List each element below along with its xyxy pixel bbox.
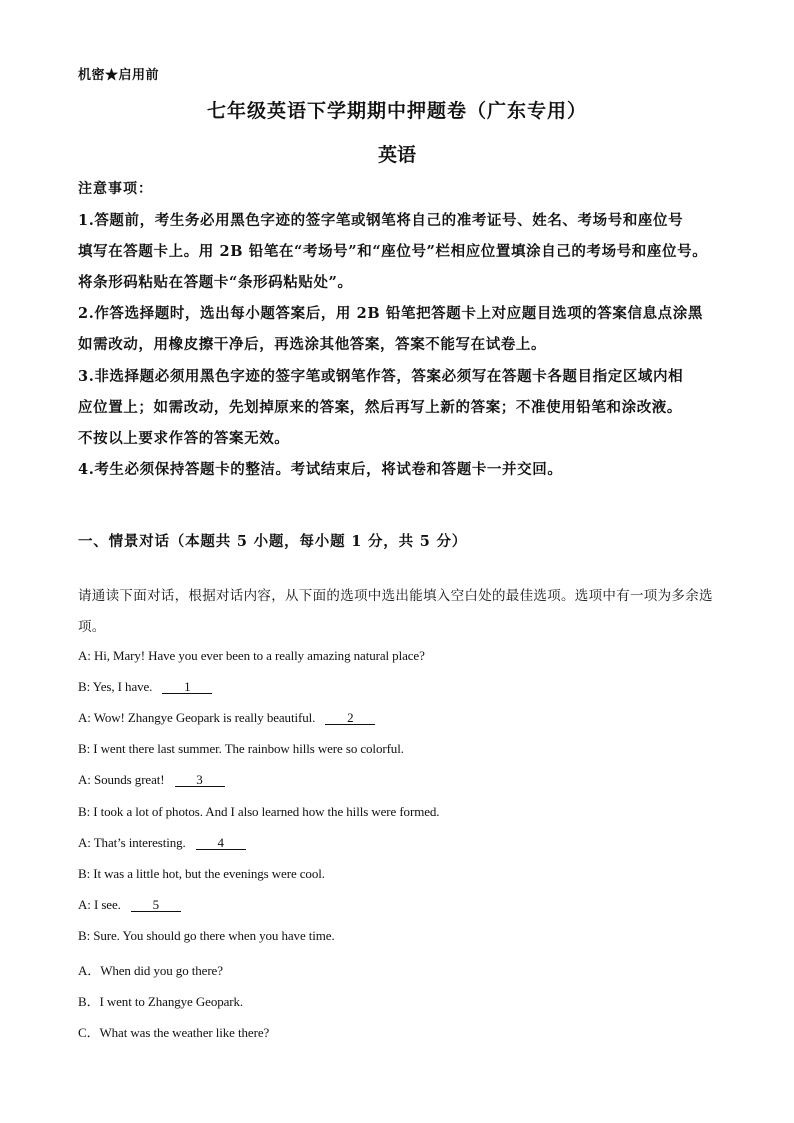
dialogue-line bbox=[78, 648, 728, 664]
exam-title: 七年级英语下学期期中押题卷（广东专用） bbox=[206, 100, 587, 122]
dialogue-line bbox=[78, 928, 728, 944]
dialogue-line bbox=[78, 897, 728, 913]
dialogue-text: A: Hi, Mary! Have you ever been to a really amazing natural place? bbox=[78, 648, 425, 663]
dialogue-text: B: It was a little hot, but the evenings were cool. bbox=[78, 866, 325, 881]
dialogue-line bbox=[78, 772, 728, 788]
option-a: A．When did you go there? bbox=[78, 963, 223, 978]
notice-line: 4.考生必须保持答题卡的整洁。考试结束后，将试卷和答题卡一并交回。 bbox=[78, 461, 563, 478]
dialogue-line bbox=[78, 741, 728, 757]
notice-line: 将条形码粘贴在答题卡“条形码粘贴处”。 bbox=[78, 274, 353, 291]
notice-line: 填写在答题卡上。用 2B 铅笔在“考场号”和“座位号”栏相应位置填涂自己的考场号和座位号。 bbox=[78, 243, 708, 260]
dialogue-text: B: I went there last summer. The rainbow hills were so colorful. bbox=[78, 741, 404, 756]
answer-blank[interactable]: 1 bbox=[162, 680, 212, 694]
notice-line: 应位置上；如需改动，先划掉原来的答案，然后再写上新的答案；不准使用铅笔和涂改液。 bbox=[78, 399, 682, 416]
answer-blank[interactable]: 4 bbox=[196, 836, 246, 850]
dialogue-line bbox=[78, 866, 728, 882]
answer-blank[interactable]: 3 bbox=[175, 773, 225, 787]
dialogue-text: A: I see. bbox=[78, 897, 121, 912]
subject-title: 英语 bbox=[377, 144, 416, 166]
section-heading: 一、情景对话（本题共 5 小题，每小题 1 分，共 5 分） bbox=[78, 533, 468, 550]
notice-heading: 注意事项： bbox=[78, 181, 153, 197]
notice-line: 1.答题前，考生务必用黑色字迹的签字笔或钢笔将自己的准考证号、姓名、考场号和座位号 bbox=[78, 212, 684, 229]
dialogue-line bbox=[78, 679, 728, 695]
answer-blank[interactable]: 2 bbox=[325, 711, 375, 725]
instruction-line: 请通读下面对话，根据对话内容，从下面的选项中选出能填入空白处的最佳选项。选项中有一项为多余选 bbox=[78, 588, 713, 604]
dialogue-text: B: Sure. You should go there when you have time. bbox=[78, 928, 335, 943]
confidential-label: 机密★启用前 bbox=[78, 68, 160, 83]
dialogue-line bbox=[78, 804, 728, 820]
dialogue-text: B: I took a lot of photos. And I also learned how the hills were formed. bbox=[78, 804, 440, 819]
dialogue-text: A: That’s interesting. bbox=[78, 835, 186, 850]
notice-line: 不按以上要求作答的答案无效。 bbox=[78, 430, 290, 447]
dialogue-text: A: Sounds great! bbox=[78, 772, 165, 787]
dialogue-line bbox=[78, 835, 728, 851]
dialogue-text: A: Wow! Zhangye Geopark is really beautiful. bbox=[78, 710, 316, 725]
dialogue-line bbox=[78, 710, 728, 726]
option-c: C．What was the weather like there? bbox=[78, 1025, 270, 1040]
notice-line: 2.作答选择题时，选出每小题答案后，用 2B 铅笔把答题卡上对应题目选项的答案信息点涂黑 bbox=[78, 305, 703, 322]
answer-blank[interactable]: 5 bbox=[131, 898, 181, 912]
notice-line: 如需改动，用橡皮擦干净后，再选涂其他答案，答案不能写在试卷上。 bbox=[78, 336, 547, 353]
dialogue-text: B: Yes, I have. bbox=[78, 679, 153, 694]
instruction-line: 项。 bbox=[78, 619, 106, 635]
option-b: B．I went to Zhangye Geopark. bbox=[78, 994, 244, 1009]
notice-line: 3.非选择题必须用黑色字迹的签字笔或钢笔作答，答案必须写在答题卡各题目指定区域内相 bbox=[78, 368, 684, 385]
